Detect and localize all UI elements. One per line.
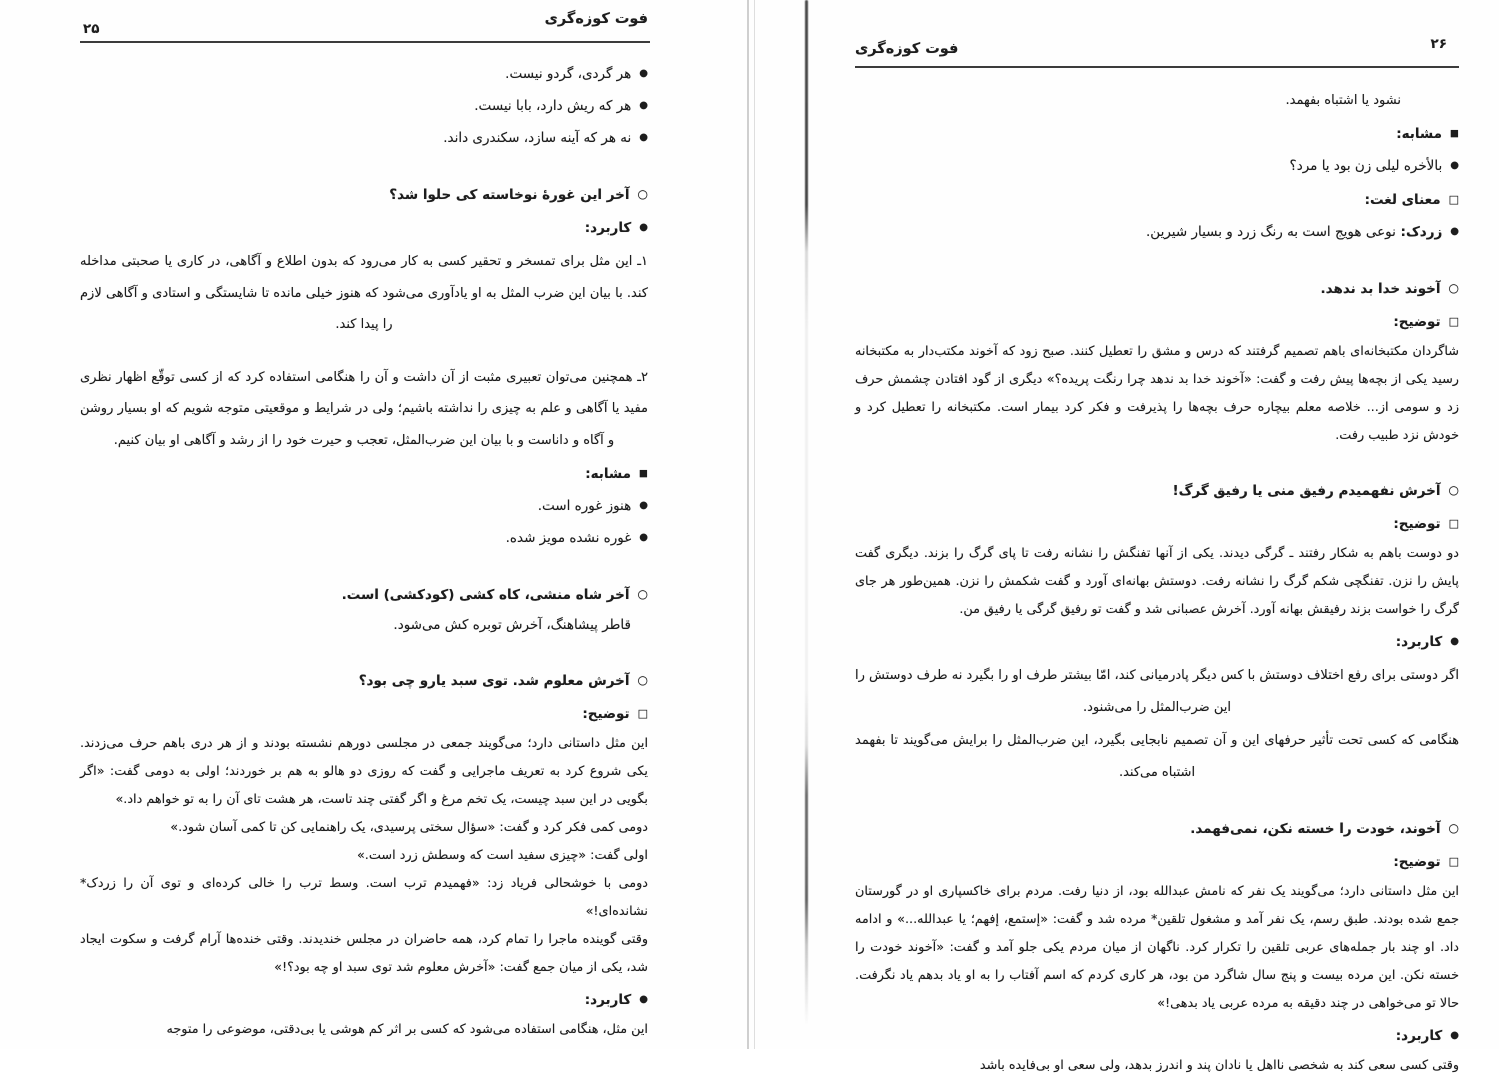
section-label — [855, 184, 1459, 216]
proverb-heading — [855, 273, 1459, 304]
text-run: نشود یا اشتباه بفهمد. — [1285, 93, 1401, 108]
section-label — [80, 984, 648, 1016]
filled-circle-bullet-icon: ● — [639, 500, 648, 511]
text-run: بالأخره لیلی زن بود یا مرد؟ — [1289, 158, 1443, 174]
header-rule-left — [80, 41, 650, 43]
filled-circle-bullet-icon: ● — [639, 222, 648, 233]
open-square-bullet-icon: □ — [637, 707, 648, 720]
open-square-bullet-icon: □ — [1448, 855, 1459, 868]
open-circle-bullet-icon: ○ — [1448, 821, 1459, 835]
term-lead: زردک: — [1395, 224, 1443, 240]
usage-paragraph — [80, 246, 648, 341]
filled-circle-bullet-icon: ● — [639, 994, 648, 1005]
text-run: توضیح: — [1393, 314, 1441, 330]
text-run: اولی گفت: «چیزی سفید است که وسطش زرد است.» — [356, 848, 648, 863]
text-run: اگر دوستی برای رفع اختلاف دوستش با کس دیگر پادرمیانی کند، امّا بیشتر طرف او را بگیرد نه طرف دوستش را این ضرب‌المثل را می‌شنود. — [855, 668, 1459, 715]
explanation-paragraph — [80, 814, 648, 842]
explanation-paragraph — [80, 926, 648, 982]
page-left-content — [80, 48, 648, 1044]
filled-circle-bullet-icon: ● — [1450, 636, 1459, 647]
open-square-bullet-icon: □ — [1448, 517, 1459, 530]
text-run: آخر شاه منشی، کاه کشی (کودکشی) است. — [341, 587, 630, 603]
text-run: ۱ـ این مثل برای تمسخر و تحقیر کسی به کار می‌رود که بدون اطلاع و آگاهی، در کاری یا صحبتی مداخله کند. با بیان این ضرب المثل به او یادآوری می‌شود که هنوز خیلی مانده تا شایستگی و استادی و آگاهی لازم را پیدا کند. — [80, 254, 648, 332]
text-run: توضیح: — [1393, 516, 1441, 532]
page-number-left: ۲۵ — [83, 21, 100, 37]
page-edge-line — [747, 0, 749, 1049]
proverb-list-item — [80, 90, 648, 122]
text-run: نه هر که آینه سازد، سکندری داند. — [443, 130, 632, 146]
page-right-content — [855, 78, 1459, 1080]
text-run: هنوز غوره است. — [537, 498, 632, 514]
proverb-list-item — [855, 150, 1459, 182]
proverb-heading — [855, 475, 1459, 506]
text-run: کاربرد: — [1395, 1028, 1443, 1044]
text-run: معنای لغت: — [1364, 192, 1441, 208]
filled-circle-bullet-icon: ● — [639, 100, 648, 111]
section-label — [80, 698, 648, 730]
running-title-left: فوت كوزه‌گرى — [544, 11, 648, 27]
text-run: شاگردان مکتبخانه‌ای باهم تصمیم گرفتند که درس و مشق را تعطیل کنند. صبح زود که آخوند مکتب‌دار به مکتبخانه رسید یکی از بچه‌ها پیش رفت و گفت: «آخوند خدا بد ندهد چرا رنگت پریده؟» دیگری از گود افتادن چشمش حرف زد و سومی از... خلاصه معلم بیچاره حرف بچه‌ها را پذیرفت و فکر کرد بیمار است. مکتبخانه را تعطیل کرد و خودش نزد طبیب رفت. — [855, 344, 1459, 443]
explanation-paragraph — [855, 878, 1459, 1018]
text-run: نوعی هویج است به رنگ زرد و بسیار شیرین. — [1146, 224, 1396, 240]
explanation-paragraph — [80, 730, 648, 814]
text-run: این مثل داستانی دارد؛ می‌گویند جمعی در مجلسی دورهم نشسته بودند و از هر دری باهم حرف می‌زدند. یکی شروع کرد به تعریف ماجرایی و گفت که روزی دو هالو به هم بر خوردند؛ اولی به دومی گفت: «اگر بگویی در این سبد چیست، یک تخم مرغ و اگر گفتی چند تاست، هر هشت تای آن را به تو خواهم داد.» — [80, 736, 648, 807]
proverb-list-item — [80, 122, 648, 154]
proverb-subline — [80, 610, 648, 640]
proverb-list-item — [80, 522, 648, 554]
open-circle-bullet-icon: ○ — [1448, 483, 1459, 497]
text-run: وقتی کسی سعی کند به شخصی نااهل یا نادان پند و اندرز بدهد، ولی سعی او بی‌فایده باشد — [979, 1058, 1459, 1073]
proverb-heading — [855, 813, 1459, 844]
usage-paragraph — [855, 725, 1459, 788]
text-run: کاربرد: — [1395, 634, 1443, 650]
running-title-right: فوت كوزه‌گرى — [855, 41, 959, 57]
text-run: آخوند، خودت را خسته نکن، نمی‌فهمد. — [1190, 821, 1441, 837]
continuation-line — [855, 86, 1459, 116]
text-run: هر گردی، گردو نیست. — [505, 66, 632, 82]
text-run: مشابه: — [1396, 126, 1443, 142]
text-run: مشابه: — [585, 466, 632, 482]
proverb-list-item — [855, 216, 1459, 248]
open-square-bullet-icon: □ — [1448, 193, 1459, 206]
filled-square-bullet-icon: ■ — [639, 468, 648, 479]
page-right-header — [758, 0, 1499, 70]
explanation-paragraph — [855, 540, 1459, 624]
explanation-paragraph — [80, 842, 648, 870]
filled-circle-bullet-icon: ● — [639, 532, 648, 543]
open-circle-bullet-icon: ○ — [637, 673, 648, 687]
section-label — [855, 626, 1459, 658]
filled-circle-bullet-icon: ● — [639, 68, 648, 79]
text-run: آخر این غورهٔ نوخاسته کی حلوا شد؟ — [389, 187, 630, 203]
header-rule-right — [855, 66, 1459, 68]
page-edge-line — [754, 0, 755, 1049]
section-label — [855, 118, 1459, 150]
explanation-paragraph — [855, 1052, 1459, 1080]
text-run: این مثل، هنگامی استفاده می‌شود که کسی بر اثر کم هوشی یا بی‌دقتی، موضوعی را متوجه — [166, 1022, 648, 1037]
explanation-paragraph — [80, 870, 648, 926]
proverb-heading — [80, 579, 648, 610]
open-circle-bullet-icon: ○ — [637, 587, 648, 601]
filled-circle-bullet-icon: ● — [639, 132, 648, 143]
filled-circle-bullet-icon: ● — [1450, 226, 1459, 237]
text-run: قاطر پیشاهنگ، آخرش توبره کش می‌شود. — [393, 617, 631, 633]
open-square-bullet-icon: □ — [1448, 315, 1459, 328]
text-run: دومی کمی فکر کرد و گفت: «سؤال سختی پرسیدی، یک راهنمایی کن تا کمی آسان شود.» — [170, 820, 648, 835]
text-run: این مثل داستانی دارد؛ می‌گویند یک نفر که نامش عبدالله بود، از دنیا رفت. مردم برای خاکسپاری او در گورستان جمع شده بودند. طبق رسم، یک نفر آمد و مشغول تلقین* مرده شد و گفت: «إستمع، إفهم؛ یا عبدالله...» و ادامه داد. او چند بار جمله‌های عربی تلقین را تکرار کرد. ناگهان از میان مردم یکی جلو آمد و گفت: «آخوند خودت را خسته نکن. این مرده بیست و پنج سال شاگرد من بود، هر کاری کردم که اسم آفتاب را به او یاد بدهم یاد نگرفت. حالا تو می‌خواهی در چند دقیقه به مرده عربی یاد بدهی!» — [855, 884, 1459, 1011]
page-left — [0, 0, 746, 1049]
open-circle-bullet-icon: ○ — [1448, 281, 1459, 295]
text-run: دو دوست باهم به شکار رفتند ـ گرگی دیدند. یکی از آنها تفنگش را نشانه رفت تا پای گرگ را بزند. دیگری گفت پایش را نزن. تفنگچی شکم گرگ را نشانه رفت. دوستش بهانه‌ای آورد و گفت شکمش را نزن. همین‌طور هر جای گرگ را خواست بزند رفیقش بهانه آورد. آخرش عصبانی شد و گفت تو رفیق گرگی یا رفیق من. — [855, 546, 1459, 617]
proverb-heading — [80, 665, 648, 696]
text-run: هنگامی که کسی تحت تأثیر حرفهای این و آن تصمیم نابجایی بگیرد، این ضرب‌المثل را برایش می‌گویند تا بفهمد اشتباه می‌کند. — [855, 733, 1459, 780]
text-run: کاربرد: — [584, 220, 632, 236]
section-label — [80, 458, 648, 490]
section-label — [855, 1020, 1459, 1052]
text-run: کاربرد: — [584, 992, 632, 1008]
filled-circle-bullet-icon: ● — [1450, 160, 1459, 171]
text-run: آخرش معلوم شد. توی سبد یارو چی بود؟ — [358, 673, 630, 689]
proverb-list-item — [80, 490, 648, 522]
text-run: آخرش نفهمیدم رفیق منی یا رفیق گرگ! — [1172, 483, 1441, 499]
section-label — [80, 212, 648, 244]
filled-circle-bullet-icon: ● — [1450, 1030, 1459, 1041]
explanation-paragraph — [855, 338, 1459, 450]
usage-paragraph — [855, 660, 1459, 723]
text-run: هر که ریش دارد، بابا نیست. — [474, 98, 632, 114]
page-number-right: ۲۶ — [1430, 36, 1447, 52]
explanation-paragraph — [80, 1016, 648, 1044]
text-run: غوره نشده مویز شده. — [505, 530, 632, 546]
text-run: وقتی گوینده ماجرا را تمام کرد، همه حاضران در مجلس خندیدند. وقتی خنده‌ها آرام گرفت و سکوت ایجاد شد، یکی از میان جمع گفت: «آخرش معلوم شد توی سبد او چه بود؟!» — [80, 932, 648, 975]
section-label — [855, 508, 1459, 540]
filled-square-bullet-icon: ■ — [1450, 128, 1459, 139]
proverb-heading — [80, 179, 648, 210]
text-run: ۲ـ همچنین می‌توان تعبیری مثبت از آن داشت و آن را هنگامی استفاده کرد که از کسی توقّع اظهار نظری مفید یا آگاهی و علم به چیزی را نداشته باشیم؛ ولی در شرایط و موقعیتی متوجه شویم که او بسیار روشن و آگاه و داناست و با بیان این ضرب‌المثل، تعجب و حیرت خود را از رشد و آگاهی او بیان کنیم. — [80, 369, 648, 448]
gutter-shadow — [805, 0, 808, 1049]
page-right — [758, 0, 1499, 1073]
usage-paragraph — [80, 362, 648, 457]
text-run: آخوند خدا بد ندهد. — [1320, 281, 1441, 297]
proverb-list-item — [80, 58, 648, 90]
section-label — [855, 846, 1459, 878]
text-run: توضیح: — [1393, 854, 1441, 870]
open-circle-bullet-icon: ○ — [637, 187, 648, 201]
text-run: توضیح: — [582, 706, 630, 722]
section-label — [855, 306, 1459, 338]
text-run: دومی با خوشحالی فریاد زد: «فهمیدم ترب است. وسط ترب را خالی کرده‌ای و توی آن را زردک* نشانده‌ای!» — [80, 876, 648, 919]
